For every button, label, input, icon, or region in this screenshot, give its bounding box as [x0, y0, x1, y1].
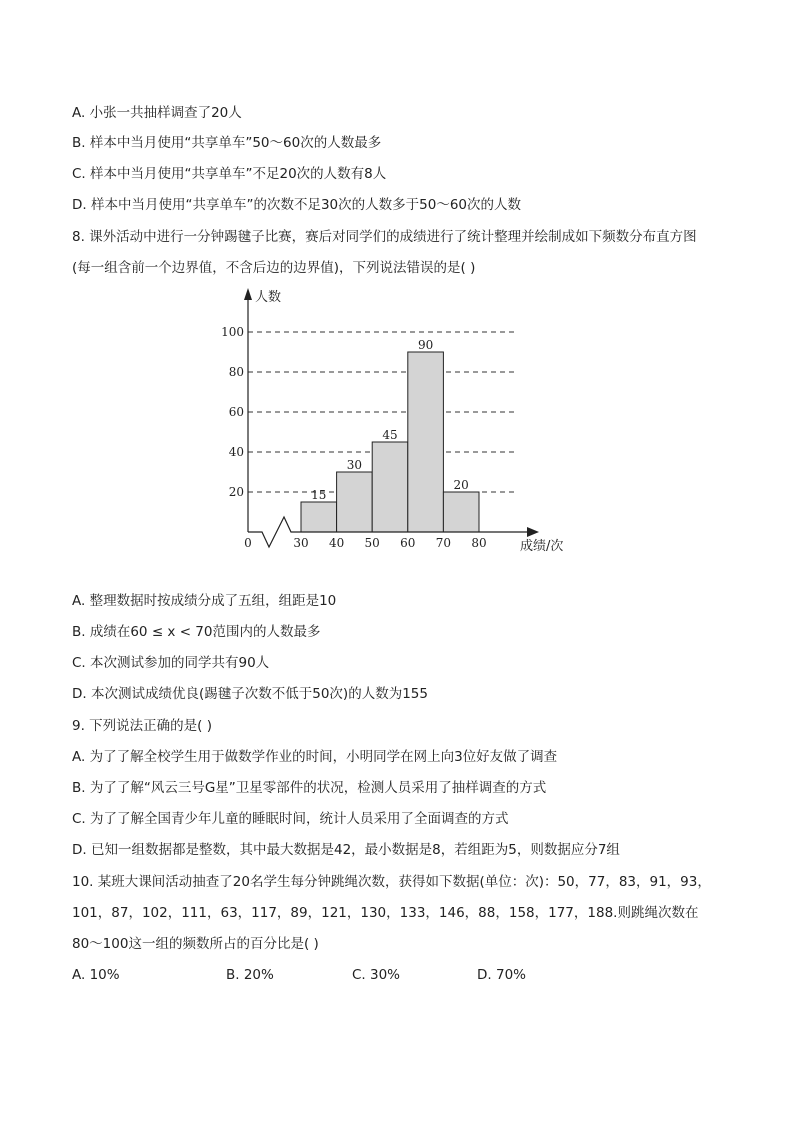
q9-option-d: D. 已知一组数据都是整数，其中最大数据是42，最小数据是8，若组距为5，则数据应分7组: [72, 842, 620, 858]
x-tick-label-30: 30: [293, 536, 309, 550]
bar-value-label-40: 30: [346, 458, 363, 472]
y-axis-arrow: [244, 288, 252, 300]
bar-50-60: [372, 442, 408, 532]
q10-stem-line2: 101，87，102，111，63，117，89，121，130，133，146，88，158，177，188.则跳绳次数在: [72, 905, 699, 921]
q8-option-c: C. 本次测试参加的同学共有90人: [72, 655, 270, 671]
bar-value-label-30: 15: [311, 488, 327, 502]
q7-option-d: D. 样本中当月使用“共享单车”的次数不足30次的人数多于50～60次的人数: [72, 197, 521, 213]
bar-60-70: [408, 352, 444, 532]
y-tick-label-60: 60: [228, 405, 244, 419]
bar-70-80: [443, 492, 479, 532]
q7-option-b: B. 样本中当月使用“共享单车”50～60次的人数最多: [72, 135, 382, 151]
x-axis-arrow: [527, 527, 539, 537]
q7-option-a: A. 小张一共抽样调查了20人: [72, 105, 242, 121]
q10-option-a: A. 10%: [72, 967, 120, 983]
bar-value-label-60: 90: [417, 338, 434, 352]
q8-option-a: A. 整理数据时按成绩分成了五组，组距是10: [72, 593, 337, 609]
x-axis-title: 成绩/次: [520, 539, 564, 554]
q8-stem-line1: 8. 课外活动中进行一分钟踢毽子比赛，赛后对同学们的成绩进行了统计整理并绘制成如下频数分布直方图: [72, 229, 697, 245]
x-tick-label-50: 50: [364, 536, 380, 550]
q10-stem-line3: 80～100这一组的频数所占的百分比是( ): [72, 936, 319, 952]
q10-stem-line1: 10. 某班大课间活动抽查了20名学生每分钟跳绳次数，获得如下数据(单位：次)：50，77，83，91，93，: [72, 874, 711, 890]
bar-40-50: [337, 472, 373, 532]
y-tick-label-20: 20: [228, 485, 244, 499]
q9-option-a: A. 为了了解全校学生用于做数学作业的时间，小明同学在网上向3位好友做了调查: [72, 749, 558, 765]
y-tick-label-100: 100: [221, 325, 244, 339]
q8-stem-line2: (每一组含前一个边界值，不含后边的边界值)，下列说法错误的是( ): [72, 260, 476, 276]
q8-option-d: D. 本次测试成绩优良(踢毽子次数不低于50次)的人数为155: [72, 686, 428, 702]
y-tick-label-80: 80: [228, 365, 244, 379]
q10-option-d: D. 70%: [477, 967, 526, 983]
q9-option-b: B. 为了了解“风云三号G星”卫星零部件的状况，检测人员采用了抽样调查的方式: [72, 780, 547, 796]
q9-stem: 9. 下列说法正确的是( ): [72, 718, 212, 734]
y-tick-label-40: 40: [228, 445, 244, 459]
q8-option-b: B. 成绩在60 ≤ x < 70范围内的人数最多: [72, 624, 321, 640]
q10-option-c: C. 30%: [352, 967, 401, 983]
origin-label: 0: [244, 536, 252, 550]
x-tick-label-40: 40: [328, 536, 345, 550]
q7-option-c: C. 样本中当月使用“共享单车”不足20次的人数有8人: [72, 166, 387, 182]
bar-30-40: [301, 502, 337, 532]
x-tick-label-80: 80: [471, 536, 487, 550]
bar-value-label-50: 45: [382, 428, 398, 442]
q9-option-c: C. 为了了解全国青少年儿童的睡眠时间，统计人员采用了全面调查的方式: [72, 811, 509, 827]
histogram-bars: [301, 352, 479, 532]
q10-option-b: B. 20%: [226, 967, 274, 983]
x-tick-label-60: 60: [400, 536, 416, 550]
x-tick-label-70: 70: [435, 536, 452, 550]
y-axis-title: 人数: [255, 290, 282, 305]
bar-value-label-70: 20: [453, 478, 469, 492]
frequency-histogram: [215, 280, 585, 570]
